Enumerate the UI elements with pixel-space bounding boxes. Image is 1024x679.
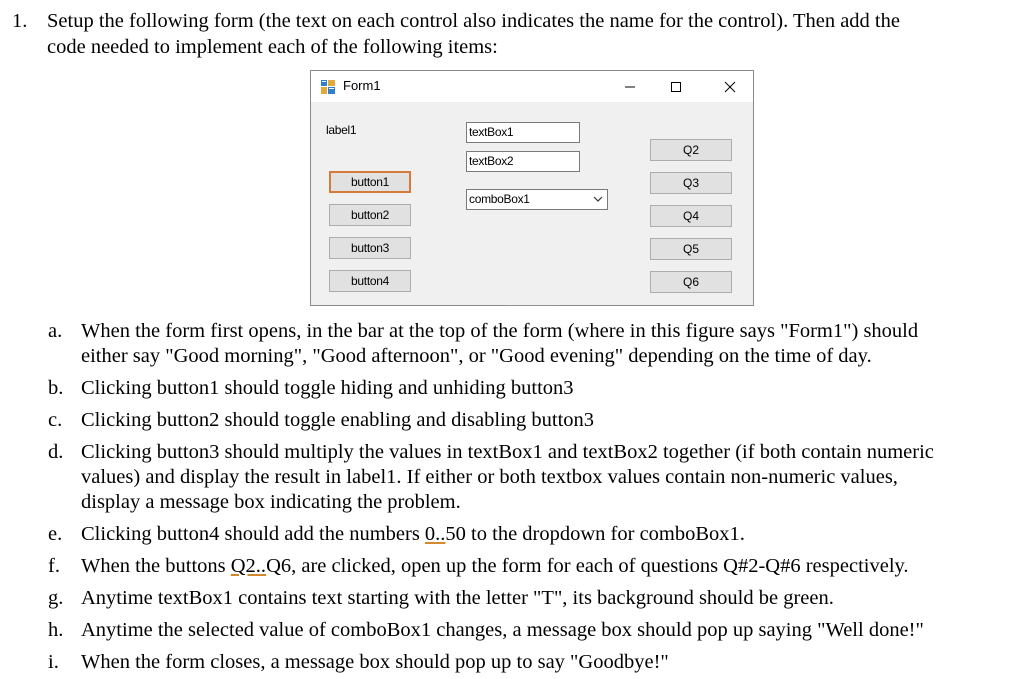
item-f-text-end: Q6, are clicked, open up the form for each of questions Q#2-Q#6 respectively.: [266, 555, 909, 577]
q6-button[interactable]: Q6: [650, 271, 732, 293]
item-letter-f: f.: [48, 555, 60, 577]
question-text-line-2: code needed to implement each of the following items:: [47, 36, 498, 58]
item-f-line-1: [81, 553, 909, 579]
item-letter-h: h.: [48, 619, 64, 641]
chevron-down-icon: [593, 195, 603, 203]
minimize-button[interactable]: [607, 71, 653, 102]
textbox1[interactable]: textBox1: [466, 122, 580, 143]
textbox2[interactable]: textBox2: [466, 151, 580, 172]
form-window: [310, 70, 754, 306]
item-e-line-1: [81, 521, 745, 547]
item-letter-i: i.: [48, 651, 59, 673]
close-icon: [707, 71, 753, 102]
item-d-line-1: Clicking button3 should multiply the values in textBox1 and textBox2 together (if both contain numeric: [81, 441, 934, 463]
item-e-text-start: Clicking button4 should add the numbers: [81, 523, 425, 545]
combobox1[interactable]: [466, 189, 608, 210]
button2[interactable]: button2: [329, 204, 411, 226]
button1[interactable]: button1: [329, 171, 411, 193]
q2-button[interactable]: Q2: [650, 139, 732, 161]
item-d-line-3: display a message box indicating the problem.: [81, 491, 461, 513]
item-b-line-1: Clicking button1 should toggle hiding and unhiding button3: [81, 377, 574, 399]
item-letter-c: c.: [48, 409, 63, 431]
maximize-button[interactable]: [653, 71, 699, 102]
button4[interactable]: button4: [329, 270, 411, 292]
label1: label1: [326, 123, 357, 137]
item-d-line-2: values) and display the result in label1. If either or both textbox values contain non-numeric values,: [81, 466, 898, 488]
item-c-line-1: Clicking button2 should toggle enabling and disabling button3: [81, 409, 595, 431]
question-number: 1.: [12, 10, 28, 32]
q5-button[interactable]: Q5: [650, 238, 732, 260]
item-letter-g: g.: [48, 587, 64, 609]
item-e-text-end: 50 to the dropdown for comboBox1.: [445, 523, 745, 545]
item-h-line-1: Anytime the selected value of comboBox1 changes, a message box should pop up saying "Well done!": [81, 619, 924, 641]
item-a-line-2: either say "Good morning", "Good afternoon", or "Good evening" depending on the time of day.: [81, 345, 872, 367]
item-letter-b: b.: [48, 377, 64, 399]
item-e-range-start: 0..: [424, 523, 446, 545]
form-title: Form1: [343, 78, 381, 93]
form-app-icon: [321, 80, 335, 94]
item-g-line-1: Anytime textBox1 contains text starting with the letter "T", its background should be green.: [81, 587, 834, 609]
button3[interactable]: button3: [329, 237, 411, 259]
close-button[interactable]: [707, 71, 753, 102]
title-bar: [311, 71, 753, 102]
item-letter-e: e.: [48, 523, 63, 545]
form-edge-marker: [508, 305, 558, 307]
q3-button[interactable]: Q3: [650, 172, 732, 194]
question-text-line-1: Setup the following form (the text on each control also indicates the name for the control). Then add the: [47, 10, 900, 32]
item-f-range-start: Q2..: [230, 555, 267, 577]
item-a-line-1: When the form first opens, in the bar at the top of the form (where in this figure says "Form1") should: [81, 320, 919, 342]
combobox1-value: comboBox1: [469, 192, 530, 206]
maximize-icon: [653, 71, 699, 102]
item-i-line-1: When the form closes, a message box should pop up to say "Goodbye!": [81, 651, 669, 673]
item-letter-d: d.: [48, 441, 64, 463]
item-letter-a: a.: [48, 320, 63, 342]
q4-button[interactable]: Q4: [650, 205, 732, 227]
item-f-text-start: When the buttons: [81, 555, 231, 577]
minimize-icon: [607, 71, 653, 102]
